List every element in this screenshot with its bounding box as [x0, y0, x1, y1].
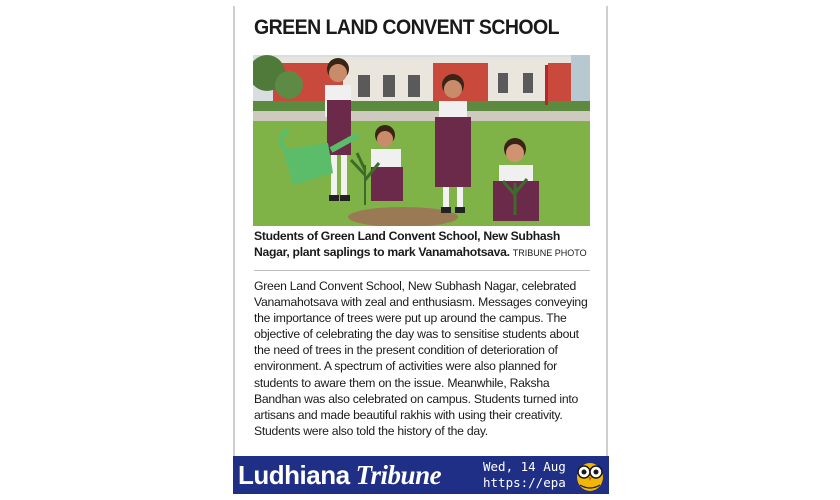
- column-rule-left: [233, 6, 235, 456]
- article-photo: [253, 55, 590, 226]
- newspaper-brand: [238, 459, 441, 491]
- article-headline: GREEN LAND CONVENT SCHOOL: [254, 16, 560, 39]
- photo-caption: [254, 228, 594, 261]
- edition-date: Wed, 14 Aug: [483, 459, 566, 474]
- article-body: Green Land Convent School, New Subhash Nagar, celebrated Vanamahotsava with zeal and enthusiasm. Messages conveying the importance of trees were put up around the campus. The objective of celebrating the day was to sensitise students about the need of trees in the present condition of deterioration of environment. A spectrum of activities were also planned for students to aware them on the issue. Meanwhile, Raksha Bandhan was also celebrated on campus. Students turned into artisans and made beautiful rakhis with using their creativity. Students were also told the history of the day.: [254, 279, 588, 438]
- brand-city: Ludhiana: [238, 460, 350, 490]
- caption-divider: [254, 270, 590, 271]
- brand-name: Tribune: [355, 460, 442, 490]
- caption-text: Students of Green Land Convent School, New Subhash Nagar, plant saplings to mark Vanamahotsava.: [254, 229, 560, 259]
- photo-credit: TRIBUNE PHOTO: [512, 248, 587, 258]
- epaper-url: https://epa: [483, 475, 566, 490]
- photo-illustration: [253, 55, 590, 226]
- owl-logo-icon: [572, 457, 608, 493]
- column-rule-right: [606, 6, 608, 456]
- epaper-meta: [483, 459, 570, 491]
